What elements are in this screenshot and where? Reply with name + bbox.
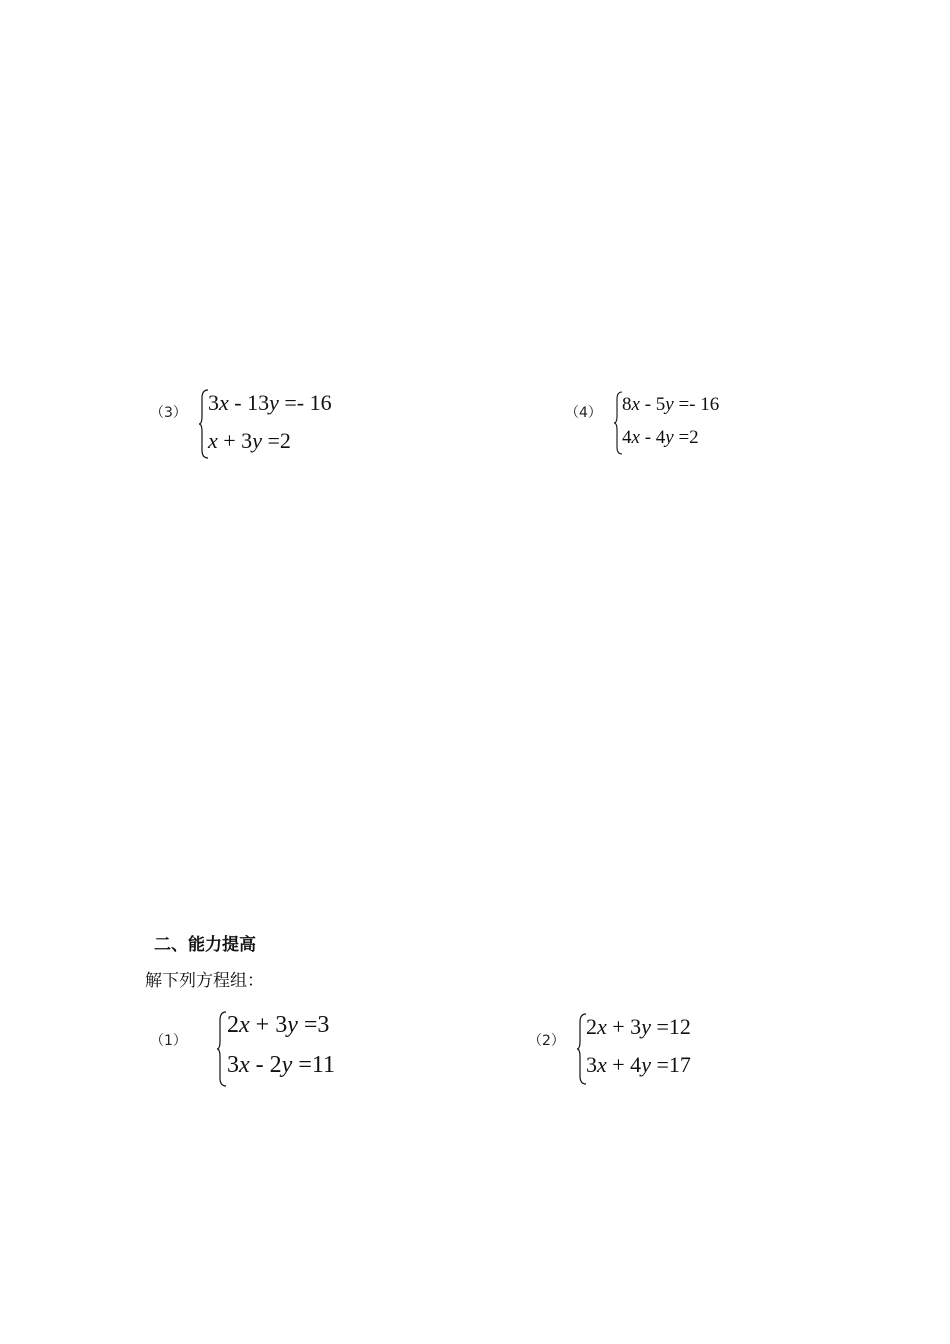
equation-2: 3x - 2y =11 (227, 1052, 335, 1078)
problem-label: （2） (528, 1033, 565, 1049)
equation-2: 4x - 4y =2 (622, 427, 699, 448)
equation-1: 3x - 13y =- 16 (208, 390, 332, 415)
equation-2: x + 3y =2 (208, 428, 291, 453)
problem-label: （4） (565, 405, 602, 421)
equation-1: 2x + 3y =12 (586, 1014, 691, 1039)
section-title: 二、能力提高 (154, 935, 256, 955)
equation-2: 3x + 4y =17 (586, 1052, 691, 1077)
equation-1: 8x - 5y =- 16 (622, 394, 720, 415)
instruction-text: 解下列方程组： (145, 971, 264, 991)
problem-label: （1） (150, 1033, 187, 1049)
problem-label: （3） (150, 405, 187, 421)
equation-1: 2x + 3y =3 (227, 1012, 330, 1038)
